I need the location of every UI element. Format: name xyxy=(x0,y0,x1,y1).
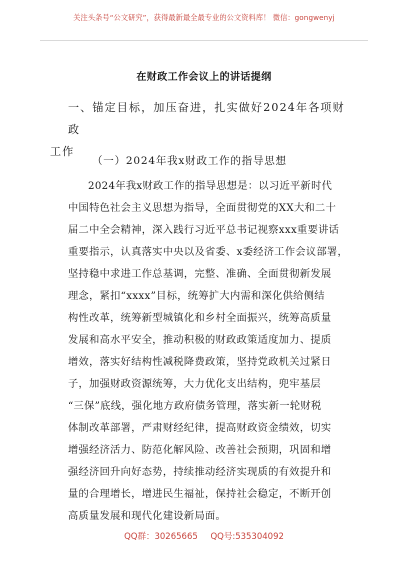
body-line: 高质量发展和现代化建设新局面。 xyxy=(68,511,227,522)
body-line: 坚持稳中求进工作总基调，完整、准确、全面贯彻新发展 xyxy=(68,269,332,280)
body-line: 增效，落实好结构性减税降费政策，坚持党政机关过紧日 xyxy=(68,357,332,368)
body-line: 量的合理增长，增进民生福祉，保持社会稳定，不断开创 xyxy=(68,489,332,500)
body-line: 体制改革部署，严肃财经纪律，提高财政资金绩效，切实 xyxy=(68,423,332,434)
body-paragraph xyxy=(68,176,360,528)
footer-contact xyxy=(0,530,408,542)
header-notice-text: 关注头条号“公文研究”，获得最新最全最专业的公文资料库！ 微信：gongwenyj xyxy=(73,13,335,22)
body-line: “三保”底线，强化地方政府债务管理，落实新一轮财税 xyxy=(68,401,322,412)
footer-qq-number: QQ号:535304092 xyxy=(210,532,284,542)
header-divider xyxy=(40,40,368,41)
body-line: 构性改革，统筹新型城镇化和乡村全面振兴，统筹高质量 xyxy=(68,313,332,324)
body-line: 重要指示，认真落实中央以及省委、x委经济工作会议部署， xyxy=(68,247,349,258)
subsection-heading: （一）2024年我x财政工作的指导思想 xyxy=(92,155,287,167)
body-line: 增强经济活力、防范化解风险、改善社会预期，巩固和增 xyxy=(68,445,332,456)
body-line: 理念，紧扣“xxxx”目标，统筹扩大内需和深化供给侧结 xyxy=(68,291,325,302)
body-line: 届二中全会精神，深入践行习近平总书记视察xxx重要讲话 xyxy=(68,225,340,236)
document-title: 在财政工作会议上的讲话提纲 xyxy=(136,72,272,83)
header-notice xyxy=(0,0,408,36)
footer-qq-group: QQ群：30265665 xyxy=(124,532,198,542)
section-heading-1-line2: 工作 xyxy=(50,145,75,158)
body-line: 强经济回升向好态势，持续推动经济实现质的有效提升和 xyxy=(68,467,332,478)
section-heading-1-line1: 一、锚定目标，加压奋进，扎实做好2024年各项财政 xyxy=(68,101,345,136)
body-line: 发展和高水平安全，推动积极的财政政策适度加力、提质 xyxy=(68,335,332,346)
body-line: 中国特色社会主义思想为指导，全面贯彻党的XX大和二十 xyxy=(68,203,337,214)
body-line: 子，加强财政资源统筹，大力优化支出结构，兜牢基层 xyxy=(68,379,321,390)
body-line: 2024年我x财政工作的指导思想是：以习近平新时代 xyxy=(88,181,333,192)
